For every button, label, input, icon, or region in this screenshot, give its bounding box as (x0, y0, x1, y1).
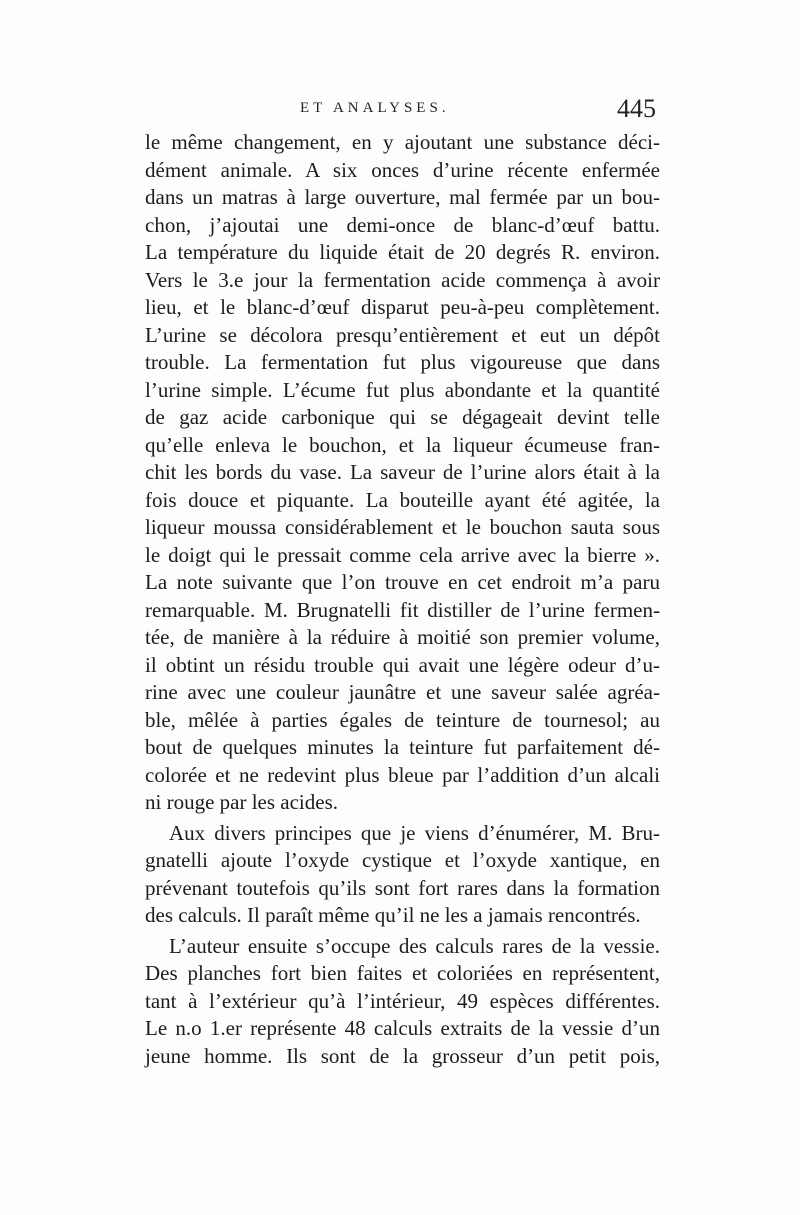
text-line: dans un matras à large ouverture, mal fermée par un bou- (145, 185, 660, 209)
text-line: ble, mêlée à parties égales de teinture de tournesol; au (145, 707, 660, 732)
text-line: La note suivante que l’on trouve en cet endroit m’a paru (145, 570, 660, 594)
text-line: des calculs. Il paraît même qu’il ne les a jamais rencontrés. (145, 903, 641, 927)
text-line: rine avec une couleur jaunâtre et une saveur salée agréa- (145, 680, 660, 704)
text-line: ni rouge par les acides. (145, 790, 339, 814)
text-line: le même changement, en y ajoutant une substance déci- (145, 130, 660, 154)
text-line: L’urine se décolora presqu’entièrement et eut un dépôt (145, 322, 660, 347)
body-text (145, 129, 660, 1070)
text-line: L’auteur ensuite s’occupe des calculs rares de la vessie. (169, 933, 660, 958)
text-line: trouble. La fermentation fut plus vigoureuse que dans (145, 350, 660, 374)
running-title: ET ANALYSES. (300, 100, 450, 116)
text-line: tant à l’extérieur qu’à l’intérieur, 49 espèces différentes. (145, 988, 660, 1013)
text-line: colorée et ne redevint plus bleue par l’addition d’un alcali (145, 762, 660, 787)
text-line: Le n.o 1.er représente 48 calculs extraits de la vessie d’un (145, 1016, 660, 1040)
text-line: chon, j’ajoutai une demi-once de blanc-d’œuf battu. (145, 212, 660, 237)
text-line: chit les bords du vase. La saveur de l’urine alors était à la (145, 460, 660, 484)
text-line: La température du liquide était de 20 degrés R. environ. (145, 240, 660, 264)
text-line: qu’elle enleva le bouchon, et la liqueur écumeuse fran- (145, 432, 660, 457)
text-line: Aux divers principes que je viens d’énumérer, M. Bru- (169, 820, 660, 845)
text-line: prévenant toutefois qu’ils sont fort rares dans la formation (145, 875, 660, 900)
running-head (0, 96, 800, 126)
text-line: remarquable. M. Brugnatelli fit distiller de l’urine fermen- (145, 597, 660, 622)
text-line: bout de quelques minutes la teinture fut parfaitement dé- (145, 735, 660, 759)
text-line: le doigt qui le pressait comme cela arrive avec la bierre ». (145, 542, 660, 567)
text-line: l’urine simple. L’écume fut plus abondante et la quantité (145, 377, 660, 402)
text-line: Des planches fort bien faites et coloriées en représentent, (145, 961, 660, 985)
text-line: dément animale. A six onces d’urine récente enfermée (145, 157, 660, 182)
text-line: fois douce et piquante. La bouteille ayant été agitée, la (145, 487, 660, 512)
text-line: liqueur moussa considérablement et le bouchon sauta sous (145, 515, 660, 539)
text-line: gnatelli ajoute l’oxyde cystique et l’oxyde xantique, en (145, 848, 660, 872)
text-line: il obtint un résidu trouble qui avait une légère odeur d’u- (145, 652, 660, 677)
text-line: tée, de manière à la réduire à moitié son premier volume, (145, 625, 660, 649)
text-line: lieu, et le blanc-d’œuf disparut peu-à-peu complètement. (145, 295, 660, 319)
page-number: 445 (617, 94, 656, 123)
text-line: de gaz acide carbonique qui se dégageait devint telle (145, 405, 660, 429)
text-line: Vers le 3.e jour la fermentation acide commença à avoir (145, 267, 660, 292)
text-line: jeune homme. Ils sont de la grosseur d’un petit pois, (145, 1043, 660, 1068)
